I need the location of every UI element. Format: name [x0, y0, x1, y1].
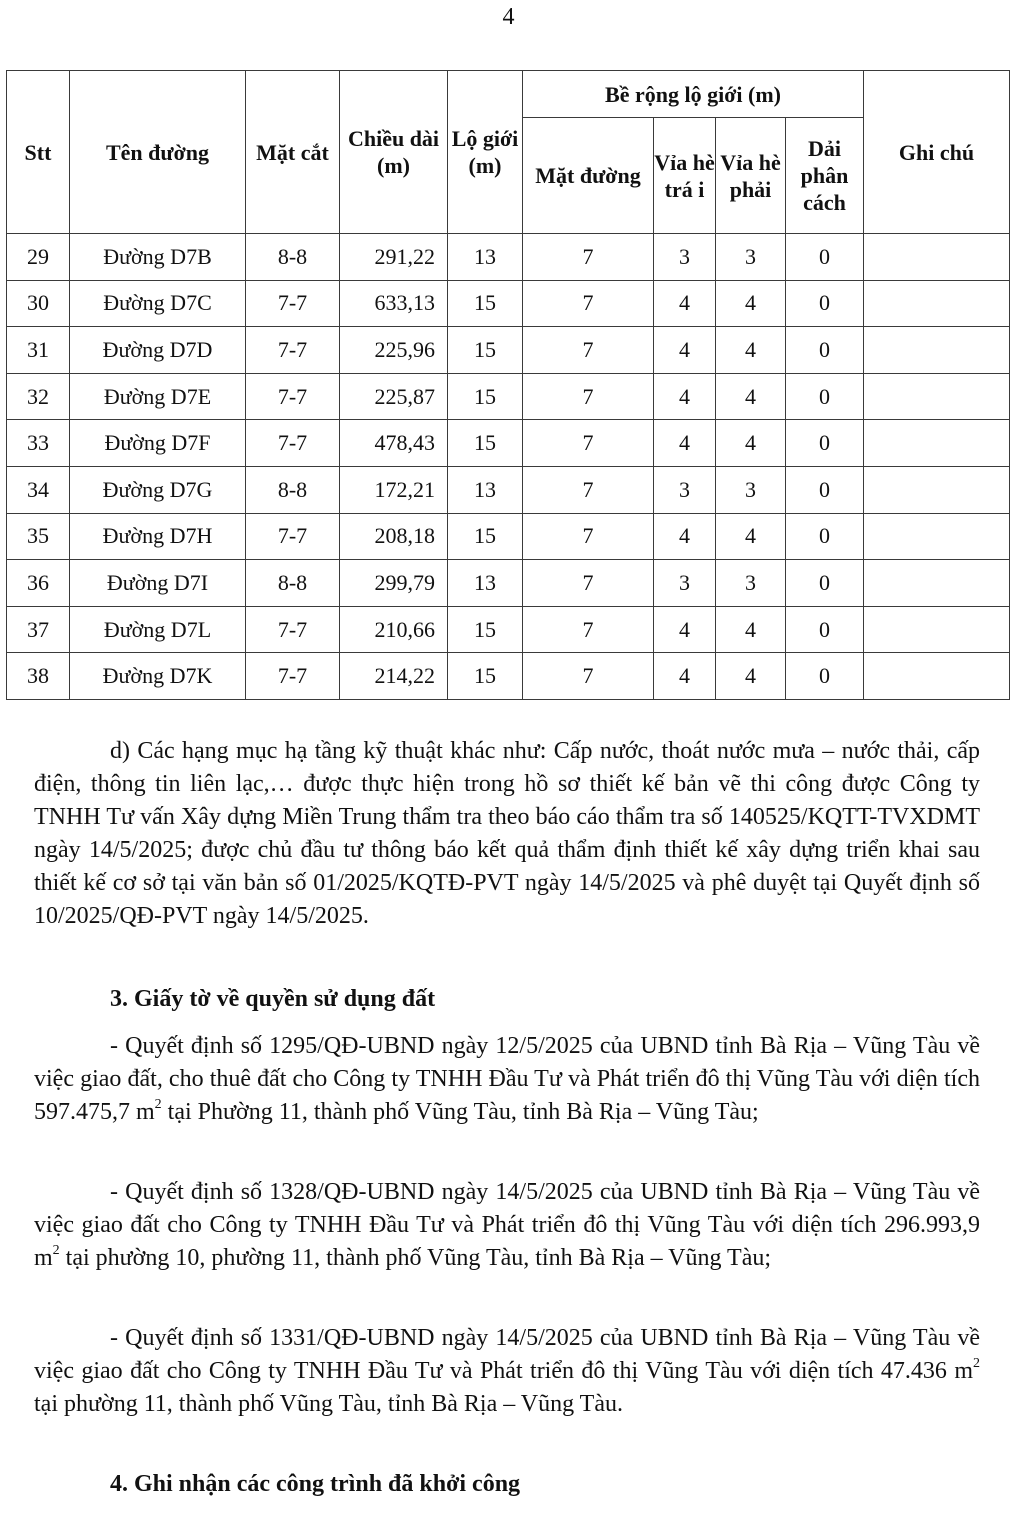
cell-ghi-chu	[864, 420, 1010, 467]
cell-lo-gioi: 15	[448, 606, 523, 653]
cell-dai-phan-cach: 0	[786, 653, 864, 700]
header-be-rong-group: Bề rộng lộ giới (m)	[523, 71, 864, 118]
cell-chieu-dai: 225,96	[340, 327, 448, 374]
cell-via-he-trai: 4	[654, 373, 716, 420]
cell-mat-duong: 7	[523, 327, 654, 374]
header-mat-duong: Mặt đường	[523, 118, 654, 234]
cell-ghi-chu	[864, 513, 1010, 560]
table-row	[7, 513, 1010, 560]
cell-chieu-dai: 633,13	[340, 280, 448, 327]
cell-via-he-phai: 4	[716, 373, 786, 420]
cell-via-he-trai: 4	[654, 280, 716, 327]
cell-mat-cat: 8-8	[246, 560, 340, 607]
cell-ten-duong: Đường D7E	[70, 373, 246, 420]
cell-lo-gioi: 15	[448, 420, 523, 467]
header-stt: Stt	[7, 71, 70, 234]
cell-ghi-chu	[864, 560, 1010, 607]
cell-chieu-dai: 214,22	[340, 653, 448, 700]
cell-via-he-phai: 4	[716, 327, 786, 374]
table-row	[7, 466, 1010, 513]
header-via-he-trai: Vỉa hè trá i	[654, 118, 716, 234]
cell-via-he-phai: 4	[716, 513, 786, 560]
table-row	[7, 373, 1010, 420]
cell-lo-gioi: 15	[448, 373, 523, 420]
header-dai-phan-cach: Dải phân cách	[786, 118, 864, 234]
cell-lo-gioi: 15	[448, 653, 523, 700]
cell-ten-duong: Đường D7I	[70, 560, 246, 607]
cell-dai-phan-cach: 0	[786, 513, 864, 560]
cell-lo-gioi: 13	[448, 234, 523, 281]
cell-ten-duong: Đường D7K	[70, 653, 246, 700]
paragraph-d: d) Các hạng mục hạ tầng kỹ thuật khác như: Cấp nước, thoát nước mưa – nước thải, cấp điện, thông tin liên lạc,… được thực hiện trong hồ sơ thiết kế bản vẽ thi công được Công ty TNHH Tư vấn Xây dựng Miền Trung thẩm tra theo báo cáo thẩm tra số 140525/KQTT-TVXDMT ngày 14/5/2025; được chủ đầu tư thông báo kết quả thẩm định thiết kế xây dựng triển khai sau thiết kế cơ sở tại văn bản số 01/2025/KQTĐ-PVT ngày 14/5/2025 và phê duyệt tại Quyết định số 10/2025/QĐ-PVT ngày 14/5/2025.	[34, 738, 980, 929]
table-row	[7, 606, 1010, 653]
cell-via-he-phai: 3	[716, 234, 786, 281]
header-ten-duong: Tên đường	[70, 71, 246, 234]
item-1-text-after: tại Phường 11, thành phố Vũng Tàu, tỉnh Bà Rịa – Vũng Tàu;	[161, 1099, 759, 1125]
section-3-item-3	[34, 1322, 980, 1421]
cell-ten-duong: Đường D7C	[70, 280, 246, 327]
cell-ghi-chu	[864, 234, 1010, 281]
cell-dai-phan-cach: 0	[786, 373, 864, 420]
cell-mat-duong: 7	[523, 606, 654, 653]
cell-mat-duong: 7	[523, 234, 654, 281]
cell-lo-gioi: 13	[448, 560, 523, 607]
cell-mat-duong: 7	[523, 420, 654, 467]
cell-chieu-dai: 210,66	[340, 606, 448, 653]
cell-chieu-dai: 478,43	[340, 420, 448, 467]
cell-stt: 38	[7, 653, 70, 700]
cell-via-he-phai: 4	[716, 606, 786, 653]
cell-ten-duong: Đường D7F	[70, 420, 246, 467]
cell-dai-phan-cach: 0	[786, 280, 864, 327]
cell-ten-duong: Đường D7G	[70, 466, 246, 513]
cell-mat-duong: 7	[523, 280, 654, 327]
cell-stt: 32	[7, 373, 70, 420]
cell-stt: 37	[7, 606, 70, 653]
table-header-row	[7, 71, 1010, 118]
section-3-heading: 3. Giấy tờ về quyền sử dụng đất	[110, 986, 436, 1012]
cell-mat-duong: 7	[523, 513, 654, 560]
table-row	[7, 653, 1010, 700]
cell-chieu-dai: 291,22	[340, 234, 448, 281]
section-3-item-2	[34, 1176, 980, 1275]
cell-dai-phan-cach: 0	[786, 327, 864, 374]
cell-via-he-trai: 4	[654, 513, 716, 560]
cell-mat-duong: 7	[523, 466, 654, 513]
cell-mat-cat: 8-8	[246, 466, 340, 513]
cell-ghi-chu	[864, 606, 1010, 653]
cell-chieu-dai: 208,18	[340, 513, 448, 560]
cell-via-he-trai: 4	[654, 606, 716, 653]
cell-ten-duong: Đường D7D	[70, 327, 246, 374]
cell-via-he-phai: 4	[716, 280, 786, 327]
roads-table	[6, 70, 1010, 700]
cell-mat-cat: 7-7	[246, 280, 340, 327]
header-ghi-chu: Ghi chú	[864, 71, 1010, 234]
cell-ten-duong: Đường D7H	[70, 513, 246, 560]
cell-mat-cat: 7-7	[246, 327, 340, 374]
cell-lo-gioi: 13	[448, 466, 523, 513]
cell-mat-duong: 7	[523, 560, 654, 607]
cell-ghi-chu	[864, 327, 1010, 374]
cell-stt: 30	[7, 280, 70, 327]
cell-stt: 35	[7, 513, 70, 560]
cell-lo-gioi: 15	[448, 327, 523, 374]
cell-lo-gioi: 15	[448, 513, 523, 560]
cell-ghi-chu	[864, 373, 1010, 420]
item-1-text: - Quyết định số 1295/QĐ-UBND ngày 12/5/2025 của UBND tỉnh Bà Rịa – Vũng Tàu về việc giao đất, cho thuê đất cho Công ty TNHH Đầu Tư và Phát triển đô thị Vũng Tàu với diện tích 597.475,7 m	[34, 1033, 980, 1125]
cell-mat-cat: 7-7	[246, 653, 340, 700]
cell-stt: 31	[7, 327, 70, 374]
table-row	[7, 420, 1010, 467]
cell-chieu-dai: 299,79	[340, 560, 448, 607]
cell-via-he-phai: 4	[716, 653, 786, 700]
item-3-sup: 2	[973, 1356, 980, 1371]
table-row	[7, 234, 1010, 281]
item-2-text-after: tại phường 10, phường 11, thành phố Vũng Tàu, tỉnh Bà Rịa – Vũng Tàu;	[59, 1245, 772, 1271]
cell-via-he-trai: 3	[654, 466, 716, 513]
cell-ten-duong: Đường D7B	[70, 234, 246, 281]
cell-dai-phan-cach: 0	[786, 606, 864, 653]
cell-ghi-chu	[864, 653, 1010, 700]
header-via-he-phai: Vỉa hè phải	[716, 118, 786, 234]
cell-stt: 36	[7, 560, 70, 607]
cell-chieu-dai: 225,87	[340, 373, 448, 420]
cell-via-he-phai: 3	[716, 560, 786, 607]
table-row	[7, 327, 1010, 374]
cell-via-he-trai: 4	[654, 420, 716, 467]
section-4-heading: 4. Ghi nhận các công trình đã khởi công	[110, 1471, 521, 1497]
cell-via-he-trai: 4	[654, 327, 716, 374]
cell-dai-phan-cach: 0	[786, 420, 864, 467]
item-3-text-after: tại phường 11, thành phố Vũng Tàu, tỉnh Bà Rịa – Vũng Tàu.	[34, 1391, 623, 1417]
cell-via-he-phai: 3	[716, 466, 786, 513]
cell-stt: 34	[7, 466, 70, 513]
cell-via-he-trai: 3	[654, 234, 716, 281]
cell-mat-cat: 7-7	[246, 606, 340, 653]
table-row	[7, 280, 1010, 327]
paragraph-d-block	[34, 735, 980, 933]
header-mat-cat: Mặt cắt	[246, 71, 340, 234]
cell-chieu-dai: 172,21	[340, 466, 448, 513]
page-number: 4	[502, 4, 515, 30]
cell-ten-duong: Đường D7L	[70, 606, 246, 653]
cell-mat-cat: 7-7	[246, 420, 340, 467]
item-1-sup: 2	[154, 1097, 162, 1112]
section-3-item-1	[34, 1030, 980, 1129]
table-row	[7, 560, 1010, 607]
cell-mat-duong: 7	[523, 373, 654, 420]
item-3-text: - Quyết định số 1331/QĐ-UBND ngày 14/5/2025 của UBND tỉnh Bà Rịa – Vũng Tàu về việc giao đất cho Công ty TNHH Đầu Tư và Phát triển đô thị Vũng Tàu với diện tích 47.436 m	[34, 1325, 980, 1384]
header-lo-gioi: Lộ giới (m)	[448, 71, 523, 234]
cell-via-he-trai: 3	[654, 560, 716, 607]
cell-via-he-phai: 4	[716, 420, 786, 467]
item-2-sup: 2	[52, 1243, 60, 1258]
cell-mat-duong: 7	[523, 653, 654, 700]
item-2-text: - Quyết định số 1328/QĐ-UBND ngày 14/5/2025 của UBND tỉnh Bà Rịa – Vũng Tàu về việc giao đất cho Công ty TNHH Đầu Tư và Phát triển đô thị Vũng Tàu với diện tích 296.993,9 m	[34, 1179, 980, 1271]
cell-mat-cat: 8-8	[246, 234, 340, 281]
cell-mat-cat: 7-7	[246, 373, 340, 420]
cell-stt: 33	[7, 420, 70, 467]
cell-mat-cat: 7-7	[246, 513, 340, 560]
cell-via-he-trai: 4	[654, 653, 716, 700]
cell-dai-phan-cach: 0	[786, 560, 864, 607]
cell-ghi-chu	[864, 280, 1010, 327]
header-chieu-dai: Chiều dài (m)	[340, 71, 448, 234]
cell-dai-phan-cach: 0	[786, 466, 864, 513]
cell-lo-gioi: 15	[448, 280, 523, 327]
cell-ghi-chu	[864, 466, 1010, 513]
cell-stt: 29	[7, 234, 70, 281]
cell-dai-phan-cach: 0	[786, 234, 864, 281]
